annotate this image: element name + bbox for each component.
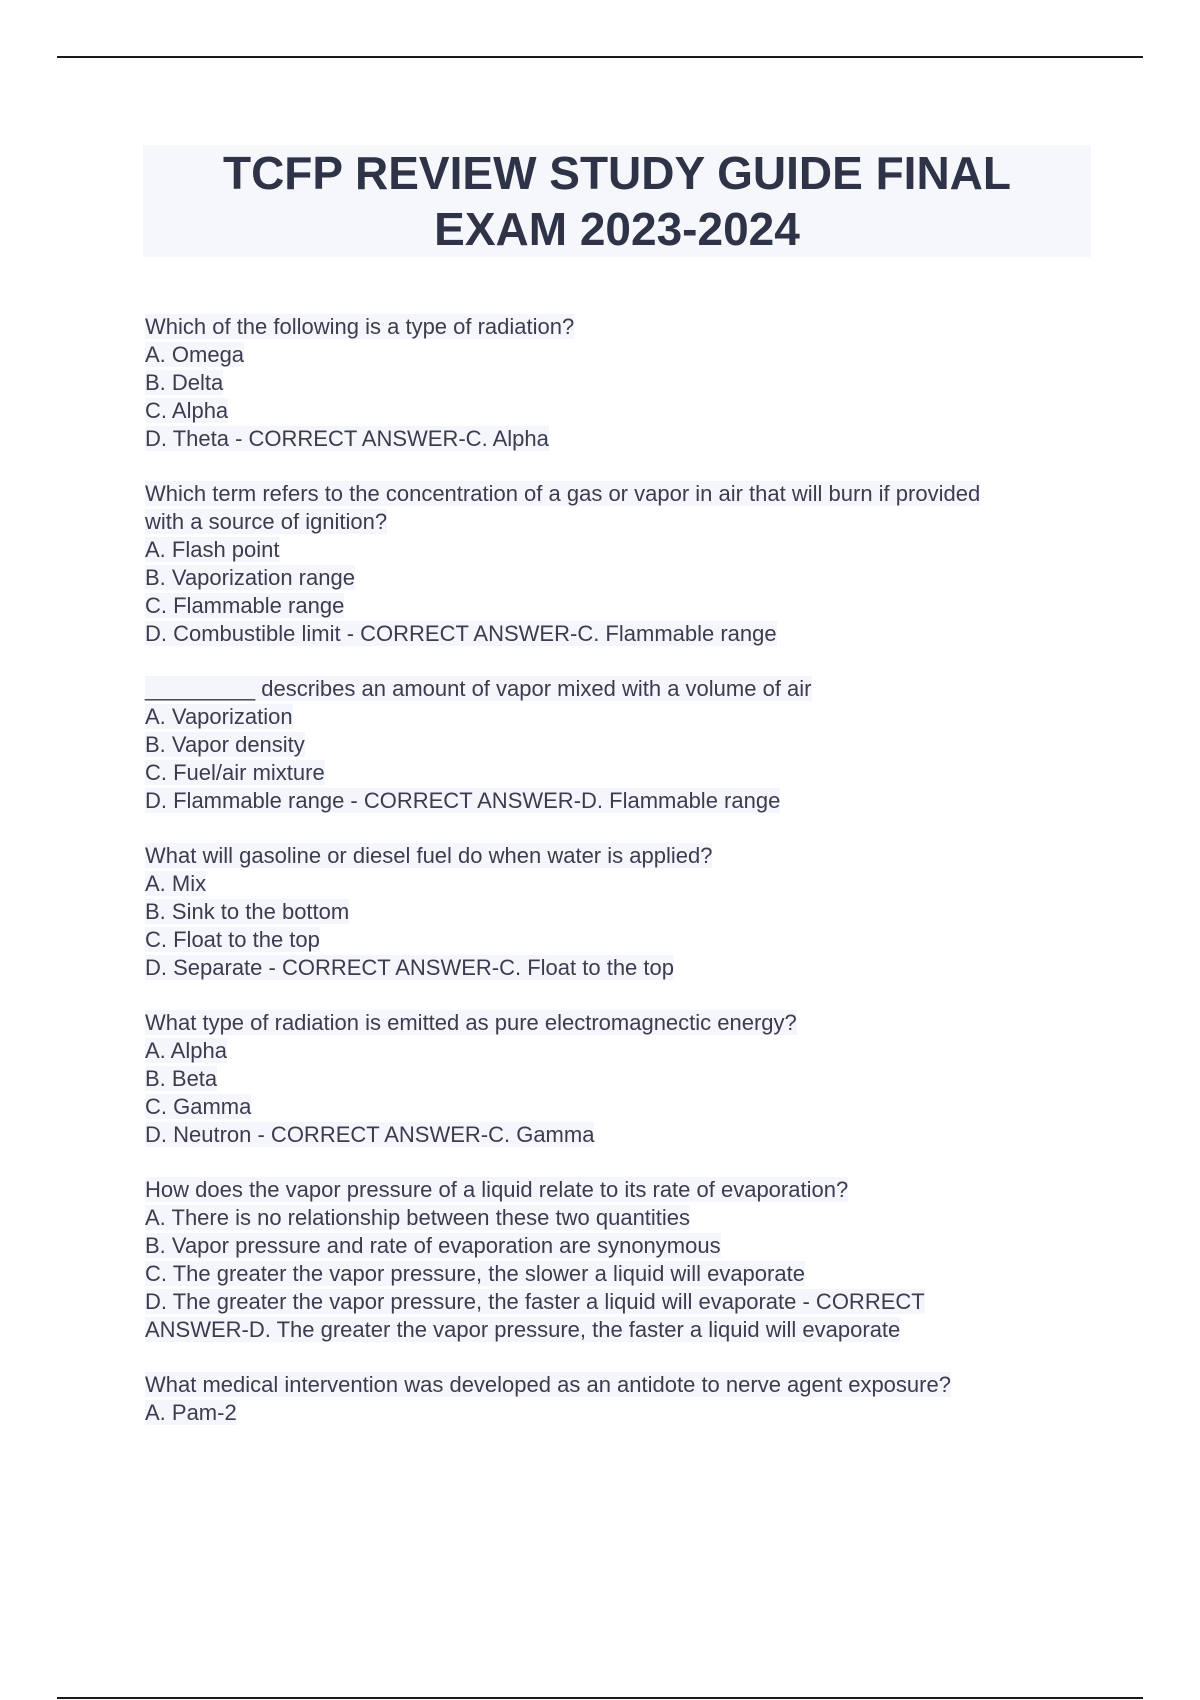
top-rule: [57, 56, 1143, 58]
question-block: [145, 1009, 1090, 1149]
answer-option: A. There is no relationship between these two quantities: [145, 1205, 691, 1230]
answer-option: C. The greater the vapor pressure, the slower a liquid will evaporate: [145, 1261, 805, 1286]
answer-option: A. Pam-2: [145, 1400, 237, 1425]
question-text: Which term refers to the concentration of a gas or vapor in air that will burn if provided: [145, 481, 981, 506]
answer-option: C. Alpha: [145, 398, 229, 423]
question-text: Which of the following is a type of radiation?: [145, 314, 575, 339]
question-block: [145, 1371, 1090, 1427]
title-line-2: EXAM 2023-2024: [434, 203, 800, 255]
bottom-rule: [57, 1697, 1143, 1699]
correct-answer-text: ANSWER-D. The greater the vapor pressure, the faster a liquid will evaporate: [145, 1317, 901, 1342]
question-block: [145, 842, 1090, 982]
question-block: [145, 480, 1090, 648]
question-block: [145, 313, 1090, 453]
question-text: What type of radiation is emitted as pure electromagnectic energy?: [145, 1010, 797, 1035]
answer-option: C. Float to the top: [145, 927, 320, 952]
question-text: How does the vapor pressure of a liquid relate to its rate of evaporation?: [145, 1177, 849, 1202]
question-list: [145, 313, 1090, 1454]
answer-option: A. Omega: [145, 342, 245, 367]
answer-option: B. Vaporization range: [145, 565, 355, 590]
answer-option: A. Mix: [145, 871, 207, 896]
answer-option: A. Flash point: [145, 537, 280, 562]
answer-option-with-correct-answer: D. Neutron - CORRECT ANSWER-C. Gamma: [145, 1122, 595, 1147]
answer-option-with-correct-answer: D. Theta - CORRECT ANSWER-C. Alpha: [145, 426, 549, 451]
question-block: [145, 675, 1090, 815]
answer-option: C. Gamma: [145, 1094, 252, 1119]
answer-option: D. The greater the vapor pressure, the faster a liquid will evaporate - CORRECT: [145, 1289, 925, 1314]
title-banner: [143, 145, 1091, 257]
question-text: What will gasoline or diesel fuel do when water is applied?: [145, 843, 713, 868]
question-text: with a source of ignition?: [145, 509, 388, 534]
answer-option: B. Delta: [145, 370, 224, 395]
answer-option-with-correct-answer: D. Flammable range - CORRECT ANSWER-D. Flammable range: [145, 788, 781, 813]
answer-option: B. Sink to the bottom: [145, 899, 350, 924]
title-line-1: TCFP REVIEW STUDY GUIDE FINAL: [222, 147, 1012, 199]
document-title: [223, 145, 1011, 257]
answer-option-with-correct-answer: D. Separate - CORRECT ANSWER-C. Float to the top: [145, 955, 674, 980]
answer-option: A. Vaporization: [145, 704, 293, 729]
question-block: [145, 1176, 1090, 1344]
answer-option-with-correct-answer: D. Combustible limit - CORRECT ANSWER-C. Flammable range: [145, 621, 777, 646]
question-text: What medical intervention was developed as an antidote to nerve agent exposure?: [145, 1372, 951, 1397]
answer-option: B. Vapor density: [145, 732, 305, 757]
answer-option: B. Vapor pressure and rate of evaporation are synonymous: [145, 1233, 721, 1258]
answer-option: B. Beta: [145, 1066, 218, 1091]
answer-option: A. Alpha: [145, 1038, 227, 1063]
answer-option: C. Flammable range: [145, 593, 345, 618]
question-text: _________ describes an amount of vapor mixed with a volume of air: [145, 676, 812, 701]
answer-option: C. Fuel/air mixture: [145, 760, 325, 785]
